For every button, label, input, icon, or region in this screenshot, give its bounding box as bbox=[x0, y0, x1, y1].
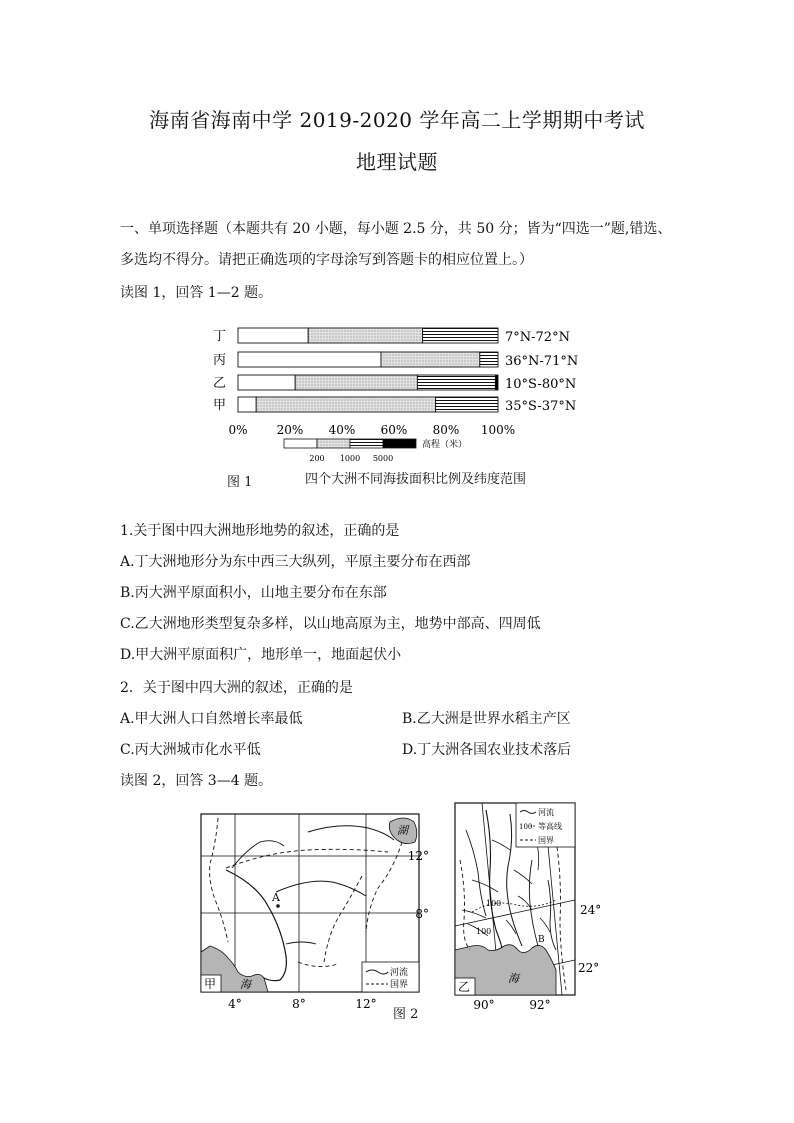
map-a-lon-4: 4° bbox=[228, 997, 242, 1011]
map-a-lat-8: 8° bbox=[415, 907, 429, 921]
bar-乙-seg0 bbox=[238, 375, 295, 390]
bar-丙-seg0 bbox=[238, 352, 381, 367]
bar-乙-seg1 bbox=[295, 375, 417, 390]
bar-丁-seg0 bbox=[238, 328, 308, 343]
legend-swatch bbox=[383, 439, 416, 448]
figure1-chart bbox=[200, 318, 579, 493]
map-a-legend-border: 国界 bbox=[390, 980, 409, 990]
bar-甲-seg1 bbox=[256, 397, 435, 412]
map-b-legend-river: 河流 bbox=[538, 808, 554, 817]
question2-stem: 2．关于图中四大洲的叙述，正确的是 bbox=[120, 680, 353, 696]
latitude-range-label: 7°N-72°N bbox=[505, 330, 570, 345]
section-heading-line2: 多选均不得分。请把正确选项的字母涂写到答题卡的相应位置上。） bbox=[120, 252, 533, 268]
map-b-contour-label-2: 100 bbox=[476, 927, 492, 936]
figure2-map-b bbox=[452, 800, 612, 1015]
map-a-sea-label: 海 bbox=[240, 978, 251, 991]
map-b-corner-label: 乙 bbox=[458, 980, 471, 994]
bar-甲-seg0 bbox=[238, 397, 256, 412]
latitude-range-label: 35°S-37°N bbox=[505, 399, 577, 414]
map-a-lake-label: 湖 bbox=[397, 824, 408, 837]
map-b-point-label: B bbox=[538, 935, 545, 945]
map-b-lat-22: 22° bbox=[578, 961, 600, 975]
bar-丁-seg1 bbox=[308, 328, 422, 343]
legend-tick: 200 bbox=[309, 454, 325, 463]
map-b-contour-label: 100 bbox=[486, 899, 502, 908]
legend-tick: 5000 bbox=[372, 454, 394, 463]
map-b-sea-label: 海 bbox=[508, 972, 519, 985]
x-tick-label: 60% bbox=[380, 423, 408, 437]
legend-swatch bbox=[284, 439, 317, 448]
x-tick-label: 100% bbox=[480, 423, 516, 437]
category-label: 丁 bbox=[212, 329, 226, 344]
bar-甲-seg2 bbox=[436, 397, 498, 412]
latitude-range-label: 36°N-71°N bbox=[505, 354, 579, 369]
bar-丙-seg2 bbox=[480, 352, 498, 367]
question1-option-a: A.丁大洲地形分为东中西三大纵列，平原主要分布在西部 bbox=[120, 554, 471, 570]
question2-option-d: D.丁大洲各国农业技术落后 bbox=[402, 742, 572, 758]
category-label: 乙 bbox=[212, 376, 226, 391]
figure2-map-a bbox=[198, 812, 430, 1012]
bar-乙-seg3 bbox=[495, 375, 498, 390]
map-a-lat-12: 12° bbox=[407, 849, 429, 863]
map-a-lon-12: 12° bbox=[355, 997, 377, 1011]
map-b-legend-contour: 等高线 bbox=[538, 822, 562, 831]
document-subtitle: 地理试题 bbox=[356, 150, 438, 174]
question2-option-c: C.丙大洲城市化水平低 bbox=[120, 742, 261, 758]
figure1-label: 图 1 bbox=[227, 475, 253, 490]
read-figure2-instruction: 读图 2，回答 3—4 题。 bbox=[120, 773, 273, 789]
map-b-legend-border: 国界 bbox=[538, 836, 554, 845]
map-a-legend-river: 河流 bbox=[390, 968, 409, 978]
map-a-lon-8: 8° bbox=[292, 997, 306, 1011]
category-label: 甲 bbox=[212, 398, 226, 413]
latitude-range-label: 10°S-80°N bbox=[505, 377, 577, 392]
bar-丁-seg2 bbox=[423, 328, 498, 343]
map-b-legend-contour-num: 100 bbox=[519, 823, 533, 831]
bar-丙-seg1 bbox=[381, 352, 480, 367]
x-tick-label: 20% bbox=[276, 423, 304, 437]
x-tick-label: 0% bbox=[228, 423, 248, 437]
question1-stem: 1.关于图中四大洲地形地势的叙述，正确的是 bbox=[120, 523, 400, 539]
read-figure1-instruction: 读图 1，回答 1—2 题。 bbox=[120, 285, 273, 301]
question1-option-b: B.丙大洲平原面积小，山地主要分布在东部 bbox=[120, 585, 387, 601]
section-heading-line1: 一、单项选择题（本题共有 20 小题，每小题 2.5 分，共 50 分；皆为“四选一”题,错选、 bbox=[120, 221, 672, 237]
bar-乙-seg2 bbox=[417, 375, 495, 390]
figure1-caption: 四个大洲不同海拔面积比例及纬度范围 bbox=[305, 472, 527, 487]
question2-option-a: A.甲大洲人口自然增长率最低 bbox=[120, 711, 303, 727]
map-b-lat-24: 24° bbox=[580, 903, 602, 917]
legend-swatch bbox=[350, 439, 383, 448]
x-tick-label: 80% bbox=[432, 423, 460, 437]
legend-tick: 1000 bbox=[339, 454, 361, 463]
figure2-label: 图 2 bbox=[393, 1007, 419, 1022]
question1-option-c: C.乙大洲地形类型复杂多样，以山地高原为主，地势中部高、四周低 bbox=[120, 616, 541, 632]
legend-swatch bbox=[317, 439, 350, 448]
map-a-corner-label: 甲 bbox=[204, 977, 217, 991]
document-title: 海南省海南中学 2019-2020 学年高二上学期期中考试 bbox=[149, 108, 645, 132]
map-a-point-label: A bbox=[272, 891, 280, 904]
question2-option-b: B.乙大洲是世界水稻主产区 bbox=[402, 711, 571, 727]
question1-option-d: D.甲大洲平原面积广，地形单一，地面起伏小 bbox=[120, 647, 402, 663]
map-b-lon-92: 92° bbox=[529, 998, 551, 1012]
category-label: 丙 bbox=[212, 353, 226, 368]
map-b-lon-90: 90° bbox=[473, 998, 495, 1012]
legend-title: 高程（米） bbox=[422, 440, 468, 450]
x-tick-label: 40% bbox=[328, 423, 356, 437]
